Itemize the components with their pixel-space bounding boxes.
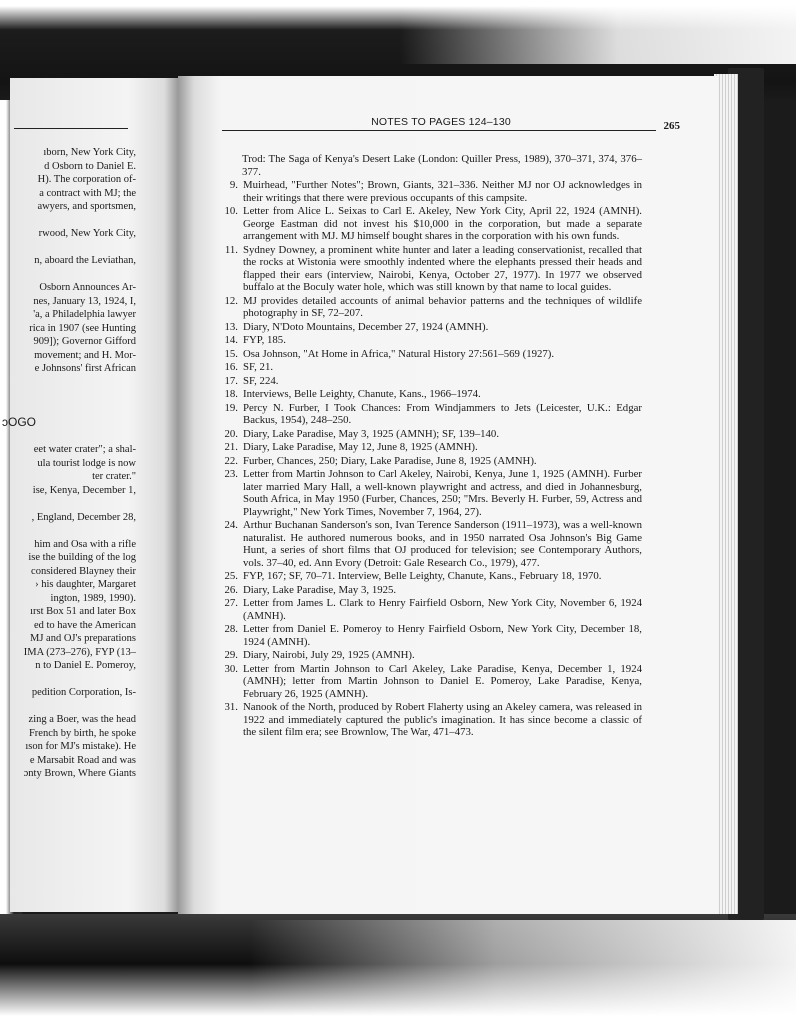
note-item [212, 623, 642, 648]
note-item [212, 348, 642, 361]
note-number: 20. [224, 427, 238, 440]
note-item [212, 584, 642, 597]
left-page-line: ıborn, New York City, [43, 147, 136, 158]
note-text: FYP, 167; SF, 70–71. Interview, Belle Leighty, Chanute, Kans., February 18, 1970. [243, 570, 602, 582]
note-number: 12. [224, 294, 238, 307]
left-page-line: movement; and H. Mor- [34, 349, 136, 361]
running-head: NOTES TO PAGES 124–130 [371, 116, 511, 128]
note-text: Diary, N'Doto Mountains, December 27, 1924 (AMNH). [243, 320, 489, 333]
note-number: 22. [224, 454, 238, 467]
note-text: Diary, Lake Paradise, May 3, 1925. [243, 583, 397, 596]
note-item [212, 519, 642, 569]
note-item [212, 295, 642, 320]
note-item [212, 179, 642, 204]
note-text: Letter from James L. Clark to Henry Fairfield Osborn, New York City, November 6, 1924 (AMNH). [243, 597, 642, 622]
note-number: 11. [224, 243, 238, 256]
left-page-line: Osborn Announces Ar- [39, 282, 136, 293]
running-head-rule [222, 130, 656, 131]
left-page-gap [0, 430, 136, 444]
left-page-gap [0, 376, 136, 390]
left-page-line: ed to have the American [33, 619, 136, 631]
note-item [212, 441, 642, 454]
note-item [212, 701, 642, 739]
note-text: Letter from Martin Johnson to Carl Akeley, Lake Paradise, Kenya, December 1, 1924 (AMNH); letter from Martin Johnson to Daniel E. Pomeroy, Lake Paradise, Kenya, February 26, 1925 (AMNH). [243, 662, 642, 700]
left-page-line: awyers, and sportsmen, [37, 201, 136, 212]
note-text: SF, 21. [243, 361, 274, 373]
note-item [212, 649, 642, 662]
left-page-line: considered Blayney their [31, 565, 136, 577]
note-item [212, 570, 642, 583]
note-item [212, 402, 642, 427]
left-page-text [0, 146, 136, 781]
left-page-line: French by birth, he spoke [28, 727, 136, 739]
left-page-line [0, 241, 136, 255]
note-text: Diary, Nairobi, July 29, 1925 (AMNH). [243, 649, 415, 661]
note-text: Trod: The Saga of Kenya's Desert Lake (London: Quiller Press, 1989), 370–371, 374, 376–377. [242, 153, 642, 178]
note-text: SF, 224. [243, 374, 279, 387]
left-page-line: pedition Corporation, Is- [31, 687, 136, 698]
page-number: 265 [663, 120, 680, 132]
left-page-line: e Marsabit Road and was [29, 754, 136, 766]
left-page-gap [0, 389, 136, 403]
note-item [212, 244, 642, 294]
left-page-line: 'a, a Philadelphia lawyer [33, 309, 136, 320]
note-number: 23. [224, 468, 238, 480]
note-number: 15. [224, 347, 238, 360]
left-page-line: n, aboard the Leviathan, [34, 255, 136, 266]
left-page-line [0, 497, 136, 511]
note-number: 21. [224, 441, 238, 453]
note-text: Osa Johnson, "At Home in Africa," Natural History 27:561–569 (1927). [243, 347, 555, 360]
left-page-line: a contract with MJ; the [39, 187, 136, 199]
left-page-line: rica in 1907 (see Hunting [29, 322, 136, 334]
left-page-line: IMA (273–276), FYP (13– [23, 646, 136, 658]
note-text: Furber, Chances, 250; Diary, Lake Paradise, June 8, 1925 (AMNH). [243, 454, 537, 467]
note-number: 25. [224, 570, 238, 582]
left-page-line: eet water crater"; a shal- [33, 444, 136, 455]
left-page-rule [14, 128, 128, 129]
note-text: Letter from Alice L. Seixas to Carl E. Akeley, New York City, April 22, 1924 (AMNH). George Eastman did not invest his $10,000 in the corporation, but made a separate arrangement with MJ. MJ himself bought shares in the corporation with his own funds. [243, 205, 642, 242]
note-text: MJ provides detailed accounts of animal behavior patterns and the techniques of wildlife photography in SF, 72–207. [243, 294, 642, 319]
left-page-line: H). The corporation of- [37, 174, 136, 185]
note-number: 18. [224, 388, 238, 400]
note-item [212, 375, 642, 388]
note-text: Percy N. Furber, I Took Chances: From Windjammers to Jets (Leicester, U.K.: Edgar Backus, 1954), 248–250. [243, 401, 642, 426]
note-number: 14. [224, 334, 238, 346]
note-number: 9. [229, 179, 238, 191]
note-item [212, 321, 642, 334]
note-item [212, 455, 642, 468]
note-text: FYP, 185. [243, 334, 286, 346]
left-page-line: › his daughter, Margaret [35, 579, 136, 590]
note-text: Diary, Lake Paradise, May 3, 1925 (AMNH); SF, 139–140. [243, 427, 500, 440]
note-number: 16. [224, 361, 238, 373]
note-text: Interviews, Belle Leighty, Chanute, Kans., 1966–1974. [243, 388, 481, 400]
left-page-line [0, 700, 136, 714]
note-number: 17. [224, 374, 238, 387]
left-page-line: , England, December 28, [31, 511, 136, 523]
note-number: 29. [224, 649, 238, 661]
left-page-line: ter crater." [92, 471, 136, 482]
note-number: 27. [224, 597, 238, 609]
left-page-line: ise, Kenya, December 1, [32, 484, 136, 496]
note-number: 26. [224, 583, 238, 596]
note-number: 28. [224, 623, 238, 635]
note-item [212, 205, 642, 243]
left-page-line [0, 214, 136, 228]
note-text: Diary, Lake Paradise, May 12, June 8, 1925 (AMNH). [243, 441, 478, 453]
left-page-gap [0, 403, 136, 417]
left-page-line: nes, January 13, 1924, I, [33, 295, 136, 307]
note-text: Letter from Daniel E. Pomeroy to Henry Fairfield Osborn, New York City, December 18, 1924 (AMNH). [243, 623, 642, 648]
left-page-line: ıson for MJ's mistake). He [25, 741, 136, 752]
left-page-line: ula tourist lodge is now [37, 457, 136, 469]
note-item [212, 361, 642, 374]
left-page-line [0, 673, 136, 687]
scan-light-streak [400, 4, 796, 64]
left-page-line [0, 524, 136, 538]
left-page-line: him and Osa with a rifle [34, 538, 136, 550]
note-number: 30. [224, 662, 238, 675]
note-item [212, 388, 642, 401]
note-item [212, 597, 642, 622]
note-item [212, 468, 642, 518]
left-page-line: d Osborn to Daniel E. [44, 160, 136, 172]
left-page-line: zing a Boer, was the head [28, 714, 136, 725]
left-page-line [0, 268, 136, 282]
note-item [212, 334, 642, 347]
note-number: 19. [224, 401, 238, 414]
note-text: Muirhead, "Further Notes"; Brown, Giants, 321–336. Neither MJ nor OJ acknowledges in their writings that there were previous occupants of this campsite. [243, 179, 642, 204]
left-page-line: n to Daniel E. Pomeroy, [35, 660, 136, 671]
note-text: Letter from Martin Johnson to Carl Akeley, Nairobi, Kenya, June 1, 1925 (AMNH). Furber later married Mary Hall, a well-known playwright and actress, and died in Johannesburg, South Africa, in May 1950 (Furber, Chances, 250; "Mrs. Beverly H. Furber, 59, Actress and Playwright," New York Times, November 7, 1964, 27). [243, 468, 642, 518]
notes-list [212, 153, 642, 740]
left-section-heading: ɔOGO [2, 416, 37, 429]
note-number: 13. [224, 320, 238, 333]
note-item [212, 428, 642, 441]
note-text: Arthur Buchanan Sanderson's son, Ivan Terence Sanderson (1911–1973), was a well-known naturalist. He authored numerous books, and in 1950 narrated Osa Johnson's Big Game Hunt, a series of short films that OJ produced for television; see Contemporary Authors, vols. 37–40, ed. Ann Evory (Detroit: Gale Research Co., 1979), 477. [243, 519, 642, 569]
left-page-line: e Johnsons' first African [34, 363, 136, 374]
note-item [212, 663, 642, 701]
note-item [212, 153, 642, 178]
note-text: Sydney Downey, a prominent white hunter and later a leading conservationist, recalled that the rocks at Wistonia were smoothly indented where the elephants pressed their heads and flapped their ears (interview, Nairobi, Kenya, October 27, 1977). In 1977 we observed buffalo at the Boculy water hole, which was still known by that name to local guides. [243, 243, 642, 293]
left-page-line: ington, 1989, 1990). [50, 592, 136, 604]
note-number: 31. [224, 701, 238, 713]
left-page-line: rwood, New York City, [38, 228, 136, 239]
left-page-line: MJ and OJ's preparations [30, 633, 136, 644]
left-page-line: 909]); Governor Gifford [33, 336, 136, 347]
note-text: Nanook of the North, produced by Robert Flaherty using an Akeley camera, was released in 1922 and immediately captured the public's imagination. It has since become a classic of the silent film era; see Brownlow, The War, 471–473. [243, 701, 642, 738]
left-page-line: ırst Box 51 and later Box [30, 606, 136, 617]
note-number: 10. [224, 205, 238, 217]
left-page-line: ise the building of the log [28, 552, 136, 563]
left-page-line: ɔnty Brown, Where Giants [23, 768, 136, 779]
scan-light-bottom [250, 920, 796, 1024]
note-number: 24. [224, 519, 238, 531]
